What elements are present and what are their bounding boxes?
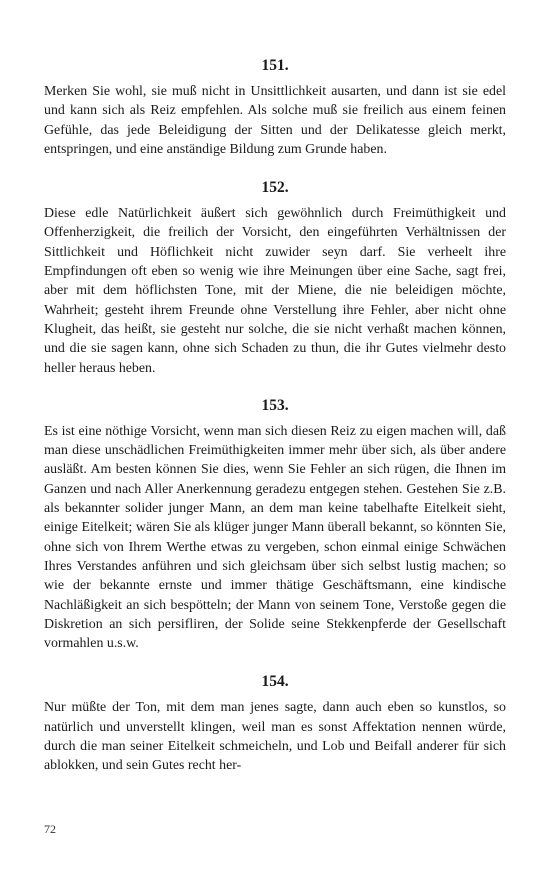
section-154: [44, 672, 506, 775]
section-paragraph: Nur müßte der Ton, mit dem man jenes sagte, dann auch eben so kunstlos, so natürlich und unverstellt klingen, weil man es sonst Affektation nennen würde, durch die man seiner Eitelkeit schmeicheln, und Lob und Beifall anderer für sich ablokken, und sein Gutes recht her-: [44, 700, 506, 774]
section-heading: 151.: [261, 57, 289, 74]
section-paragraph: Diese edle Natürlichkeit äußert sich gewöhnlich durch Freimüthigkeit und Offenherzigkeit, die freilich der Vorsicht, den eingeführten Verhältnissen der Sittlichkeit und Höflichkeit nicht zuwider seyn darf. Sie verheelt ihre Empfindungen oft eben so wenig wie ihre Meinungen über eine Sache, sagt frei, aber mit dem höflichsten Tone, mit der Miene, die nie beleidigen möchte, Wahrheit; gesteht ihrem Freunde ohne Verstellung ihre Fehler, aber nicht ohne Klugheit, das heißt, sie gesteht nur solche, die sie nicht verhaßt machen können, und die sie sagen kann, ohne sich Schaden zu thun, die ihr Gutes vielmehr desto heller heraus heben.: [44, 206, 506, 376]
section-151: [44, 56, 506, 159]
page-number: 72: [44, 822, 56, 836]
section-paragraph: Merken Sie wohl, sie muß nicht in Unsittlichkeit ausarten, und dann ist sie edel und kann sich als Reiz empfehlen. Als solche muß sie freilich aus einem feinen Gefühle, das jede Beleidigung der Sitten und der Delikatesse gleich merkt, entspringen, und eine anständige Bildung zum Grunde haben.: [44, 84, 506, 157]
section-paragraph: Es ist eine nöthige Vorsicht, wenn man sich diesen Reiz zu eigen machen will, daß man diese unschädlichen Freimüthigkeiten immer mehr über sich, als über andere ausläßt. Am besten können Sie dies, wenn Sie Fehler an sich rügen, die Ihnen im Ganzen und nach Aller Anerkennung geradezu entgegen stehen. Gestehen Sie z.B. als bekannter solider junger Mann, an dem man keine tabelhafte Eitelkeit sieht, einige Eitelkeit; wären Sie als klüger junger Mann überall bekannt, so könnten Sie, ohne sich von Ihrem Werthe etwas zu vergeben, schon einmal einige Schwächen Ihres Verstandes anführen und sich gleichsam über sich selbst lustig machen; so wie der bekannte ernste und immer thätige Geschäftsmann, eine kindische Nachläßigkeit an sich bespötteln; der Mann von seinem Tone, Verstoße gegen die Diskretion an sich persifliren, der Solide seine Stekkenpferde der Gesellschaft vormahlen u.s.w.: [44, 423, 506, 652]
book-page: [44, 52, 506, 776]
section-153: [44, 396, 506, 654]
section-heading: 152.: [261, 179, 289, 197]
section-heading: 154.: [261, 673, 289, 691]
section-heading: 153.: [261, 396, 289, 414]
section-152: [44, 178, 506, 378]
